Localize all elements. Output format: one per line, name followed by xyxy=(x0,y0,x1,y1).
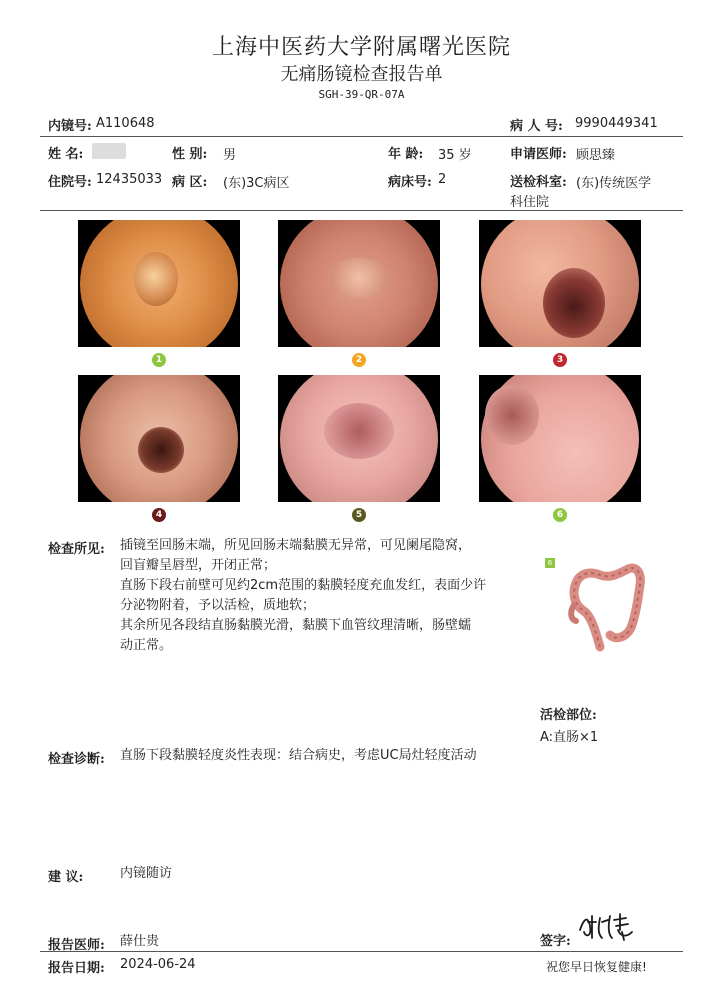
scope-no: A110648 xyxy=(96,116,155,131)
image-number-4: 4 xyxy=(152,508,166,522)
inpatient-label: 住院号: xyxy=(48,175,92,190)
dept-line1: (东)传统医学 xyxy=(576,176,652,191)
endoscopy-image-5 xyxy=(278,375,440,502)
signature-image xyxy=(576,908,640,944)
sex: 男 xyxy=(223,148,237,163)
diagnosis-label: 检查诊断: xyxy=(48,752,105,767)
findings-label: 检查所见: xyxy=(48,542,105,557)
form-title: 无痛肠镜检查报告单 xyxy=(280,64,443,85)
bed: 2 xyxy=(438,172,447,187)
doctor-label: 申请医师: xyxy=(510,147,567,162)
endoscopy-image-3 xyxy=(479,220,641,347)
report-date-label: 报告日期: xyxy=(48,961,105,976)
wish-text: 祝您早日恢复健康! xyxy=(546,960,647,974)
form-code: SGH-39-QR-07A xyxy=(318,88,405,101)
scope-no-label: 内镜号: xyxy=(48,119,92,134)
endoscopy-image-1 xyxy=(78,220,240,347)
findings-line: 其余所见各段结直肠黏膜光滑，黏膜下血管纹理清晰，肠壁蠕 xyxy=(120,618,472,633)
sex-label: 性 别: xyxy=(172,147,208,162)
endoscopy-image-4 xyxy=(78,375,240,502)
image-number-1: 1 xyxy=(152,353,166,367)
image-number-6: 6 xyxy=(553,508,567,522)
diagram-marker: 6 xyxy=(545,558,555,568)
name-label: 姓 名: xyxy=(48,147,84,162)
ward-label: 病 区: xyxy=(172,175,208,190)
divider-info xyxy=(40,210,683,211)
patient-no-label: 病 人 号: xyxy=(510,119,563,134)
findings-text xyxy=(120,536,530,656)
dept-label: 送检科室: xyxy=(510,175,567,190)
endoscopy-image-2 xyxy=(278,220,440,347)
findings-line: 分泌物附着，予以活检，质地软； xyxy=(120,598,316,613)
image-number-3: 3 xyxy=(553,353,567,367)
biopsy-label: 活检部位: xyxy=(540,708,597,723)
divider-footer xyxy=(40,951,683,952)
ward: (东)3C病区 xyxy=(223,176,290,191)
dept-line2: 科住院 xyxy=(510,195,550,210)
age-label: 年 龄: xyxy=(388,147,424,162)
name-redacted xyxy=(92,143,126,159)
signature-label: 签字: xyxy=(540,934,571,949)
age: 35 岁 xyxy=(438,148,472,163)
findings-line: 动正常。 xyxy=(120,638,173,653)
bed-label: 病床号: xyxy=(388,175,432,190)
report-doctor: 薛仕贵 xyxy=(120,934,160,949)
doctor: 顾思臻 xyxy=(576,148,616,163)
report-date: 2024-06-24 xyxy=(120,957,196,972)
hospital-name: 上海中医药大学附属曙光医院 xyxy=(211,35,511,60)
findings-line: 插镜至回肠末端，所见回肠末端黏膜无异常，可见阑尾隐窝， xyxy=(120,538,472,553)
diagnosis-value: 直肠下段黏膜轻度炎性表现：结合病史，考虑UC局灶轻度活动 xyxy=(120,748,477,763)
divider-top xyxy=(40,136,683,137)
findings-line: 回盲瓣呈唇型，开闭正常； xyxy=(120,558,277,573)
advice-label: 建 议: xyxy=(48,870,84,885)
inpatient-no: 12435033 xyxy=(96,172,163,187)
findings-line: 直肠下段右前壁可见约2cm范围的黏膜轻度充血发红，表面少许 xyxy=(120,578,487,593)
report-doctor-label: 报告医师: xyxy=(48,938,105,953)
image-number-2: 2 xyxy=(352,353,366,367)
image-number-5: 5 xyxy=(352,508,366,522)
advice-value: 内镜随访 xyxy=(120,866,173,881)
endoscopy-image-6 xyxy=(479,375,641,502)
patient-no: 9990449341 xyxy=(575,116,658,131)
colon-diagram xyxy=(560,555,650,660)
biopsy-value: A:直肠×1 xyxy=(540,730,599,745)
